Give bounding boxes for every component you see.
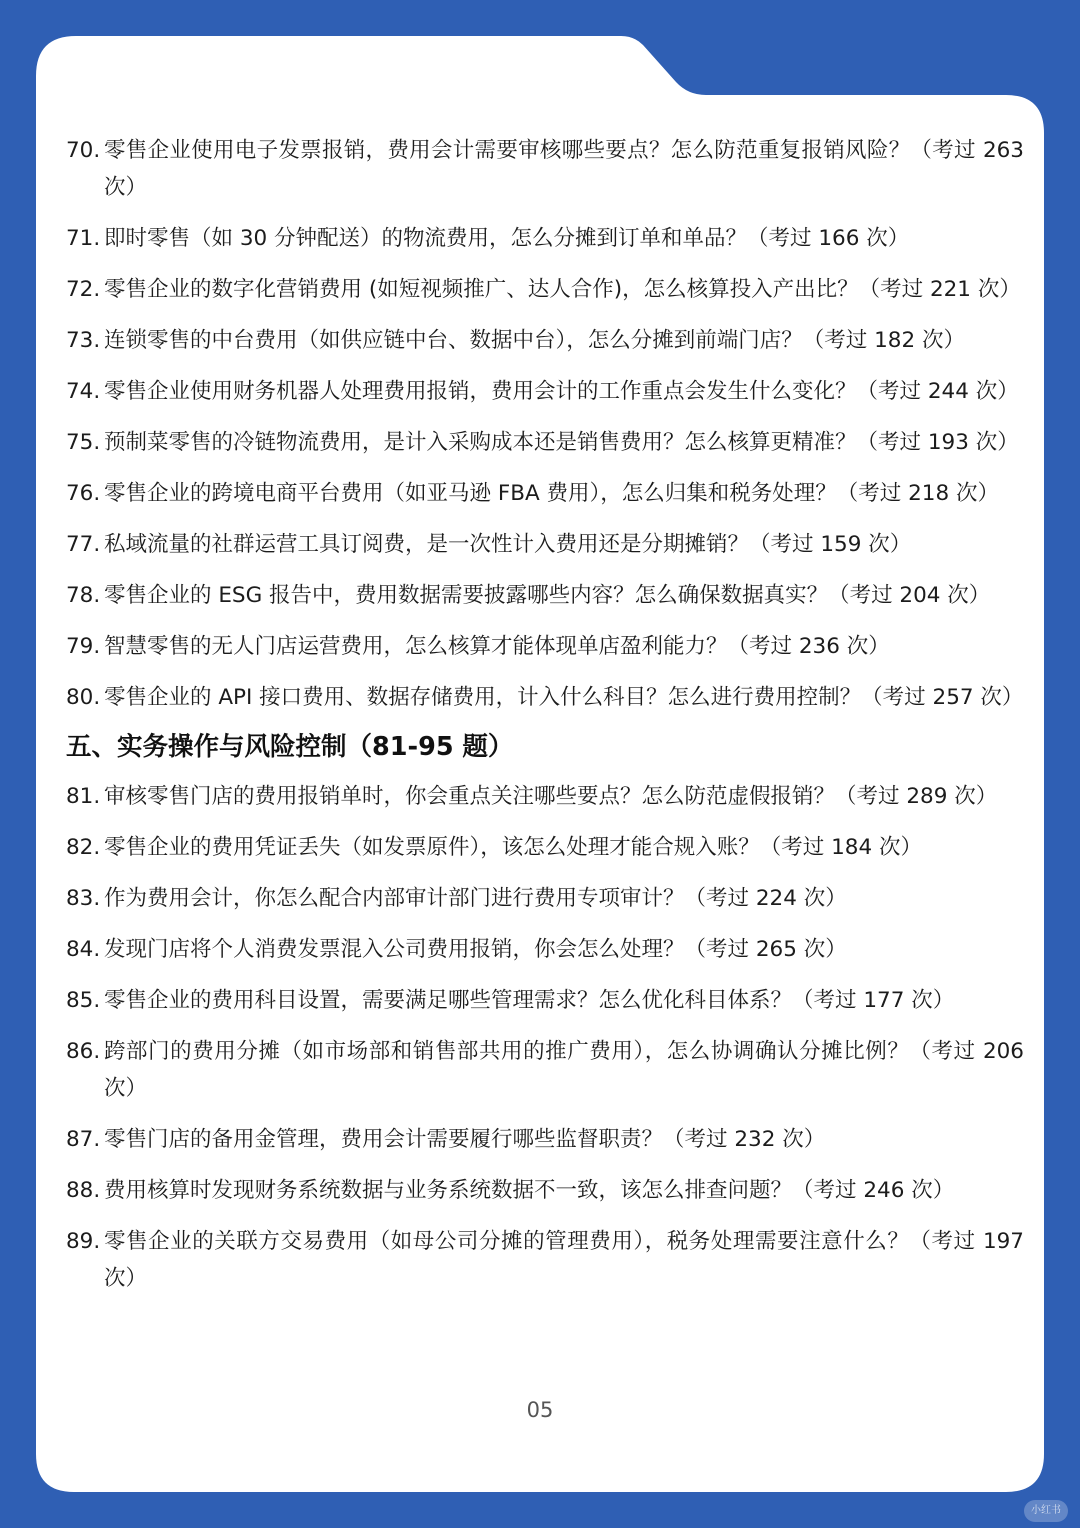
question-text: 智慧零售的无人门店运营费用，怎么核算才能体现单店盈利能力？（考过 236 次）: [104, 634, 890, 659]
question-number: 88.: [66, 1178, 101, 1203]
question-text: 零售企业的关联方交易费用（如母公司分摊的管理费用），税务处理需要注意什么？（考过 197 次）: [104, 1229, 1024, 1291]
question-item: [66, 132, 1024, 206]
question-text: 零售企业使用财务机器人处理费用报销，费用会计的工作重点会发生什么变化？（考过 244 次）: [104, 379, 1019, 404]
question-number: 72.: [66, 277, 101, 302]
question-text: 私域流量的社群运营工具订阅费，是一次性计入费用还是分期摊销？（考过 159 次）: [104, 532, 912, 557]
question-item: [66, 271, 1024, 308]
question-item: [66, 778, 1024, 815]
question-number: 79.: [66, 634, 101, 659]
question-number: 81.: [66, 784, 101, 809]
question-item: [66, 1223, 1024, 1297]
question-item: [66, 829, 1024, 866]
question-text: 零售企业的 API 接口费用、数据存储费用，计入什么科目？怎么进行费用控制？（考过 257 次）: [104, 685, 1024, 710]
question-item: [66, 628, 1024, 665]
question-text: 审核零售门店的费用报销单时，你会重点关注哪些要点？怎么防范虚假报销？（考过 289 次）: [104, 784, 998, 809]
question-number: 76.: [66, 481, 101, 506]
question-text: 发现门店将个人消费发票混入公司费用报销，你会怎么处理？（考过 265 次）: [104, 937, 847, 962]
question-text: 费用核算时发现财务系统数据与业务系统数据不一致，该怎么排查问题？（考过 246 次）: [104, 1178, 955, 1203]
question-number: 89.: [66, 1229, 101, 1254]
question-text: 即时零售（如 30 分钟配送）的物流费用，怎么分摊到订单和单品？（考过 166 次）: [104, 226, 910, 251]
question-group-practice-risk: [66, 778, 1024, 1297]
question-number: 74.: [66, 379, 101, 404]
question-item: [66, 526, 1024, 563]
question-item: [66, 322, 1024, 359]
question-text: 预制菜零售的冷链物流费用，是计入采购成本还是销售费用？怎么核算更精准？（考过 193 次）: [104, 430, 1019, 455]
question-number: 86.: [66, 1039, 101, 1064]
question-text: 零售企业的 ESG 报告中，费用数据需要披露哪些内容？怎么确保数据真实？（考过 204 次）: [104, 583, 991, 608]
question-number: 73.: [66, 328, 101, 353]
question-number: 84.: [66, 937, 101, 962]
question-number: 70.: [66, 138, 101, 163]
question-text: 跨部门的费用分摊（如市场部和销售部共用的推广费用），怎么协调确认分摊比例？（考过 206 次）: [104, 1039, 1024, 1101]
question-item: [66, 982, 1024, 1019]
section-title: 五、实务操作与风险控制（81-95 题）: [66, 732, 514, 762]
question-number: 80.: [66, 685, 101, 710]
question-item: [66, 679, 1024, 716]
question-item: [66, 1172, 1024, 1209]
question-text: 零售企业的费用凭证丢失（如发票原件），该怎么处理才能合规入账？（考过 184 次）: [104, 835, 922, 860]
question-item: [66, 424, 1024, 461]
question-item: [66, 373, 1024, 410]
question-number: 77.: [66, 532, 101, 557]
question-text: 零售企业的数字化营销费用 (如短视频推广、达人合作)，怎么核算投入产出比？（考过 221 次）: [104, 277, 1021, 302]
question-number: 78.: [66, 583, 101, 608]
question-text: 零售门店的备用金管理，费用会计需要履行哪些监督职责？（考过 232 次）: [104, 1127, 826, 1152]
question-number: 75.: [66, 430, 101, 455]
question-item: [66, 931, 1024, 968]
watermark-logo: 小红书: [1024, 1500, 1068, 1522]
question-item: [66, 880, 1024, 917]
question-group-new-trends: [66, 132, 1024, 716]
question-item: [66, 1033, 1024, 1107]
question-text: 零售企业的费用科目设置，需要满足哪些管理需求？怎么优化科目体系？（考过 177 次）: [104, 988, 955, 1013]
question-item: [66, 1121, 1024, 1158]
question-item: [66, 577, 1024, 614]
question-number: 85.: [66, 988, 101, 1013]
question-text: 作为费用会计，你怎么配合内部审计部门进行费用专项审计？（考过 224 次）: [104, 886, 847, 911]
question-number: 83.: [66, 886, 101, 911]
question-item: [66, 220, 1024, 257]
question-number: 71.: [66, 226, 101, 251]
question-text: 零售企业的跨境电商平台费用（如亚马逊 FBA 费用），怎么归集和税务处理？（考过 218 次）: [104, 481, 999, 506]
question-text: 连锁零售的中台费用（如供应链中台、数据中台），怎么分摊到前端门店？（考过 182 次）: [104, 328, 965, 353]
page-number: 05: [526, 1398, 554, 1422]
page-sheet: [36, 36, 1044, 1492]
question-text: 零售企业使用电子发票报销，费用会计需要审核哪些要点？怎么防范重复报销风险？（考过 263 次）: [104, 138, 1024, 200]
question-number: 82.: [66, 835, 101, 860]
question-item: [66, 475, 1024, 512]
question-number: 87.: [66, 1127, 101, 1152]
question-list: [66, 132, 1024, 1311]
